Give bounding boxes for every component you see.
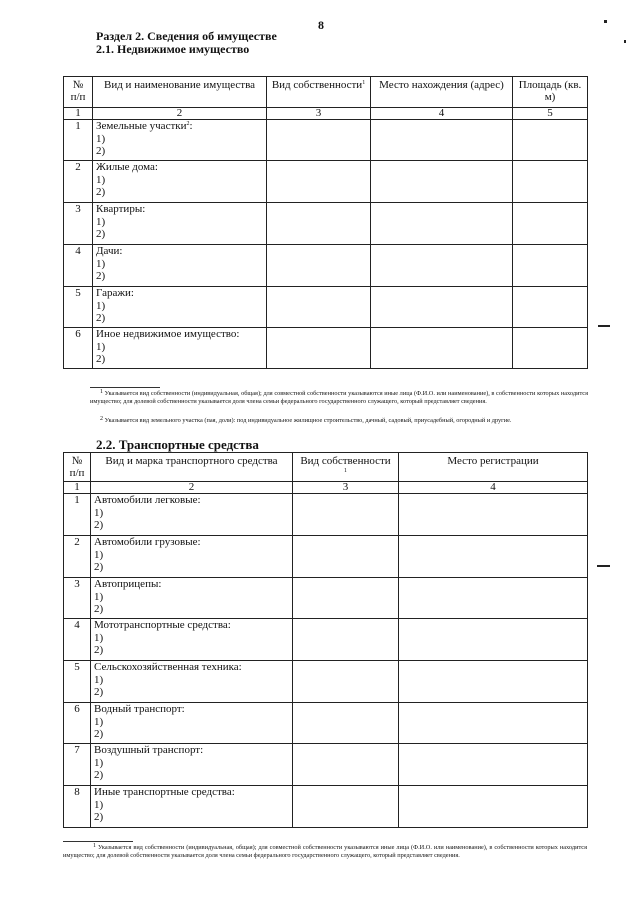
ownership-cell [293, 703, 399, 744]
row-number: 8 [64, 786, 91, 828]
row-number: 2 [64, 536, 91, 578]
row-number: 6 [64, 328, 93, 369]
vehicle-cell: Автомобили легковые: 1) 2) [91, 494, 293, 536]
real-estate-table [63, 76, 588, 369]
location-cell [371, 120, 513, 161]
header-area: Площадь (кв. м) [513, 77, 588, 108]
table-row [64, 661, 588, 703]
property-cell: Дачи: 1) 2) [93, 245, 267, 287]
ownership-cell [293, 619, 399, 661]
area-cell [513, 203, 588, 245]
ownership-cell [293, 578, 399, 619]
row-number: 4 [64, 245, 93, 287]
ownership-cell [293, 661, 399, 703]
vehicle-cell: Водный транспорт: 1) 2) [91, 703, 293, 744]
table-row [64, 203, 588, 245]
col-number: 2 [91, 482, 293, 494]
property-cell: Гаражи: 1) 2) [93, 287, 267, 328]
table-header-row [64, 453, 588, 482]
vehicle-cell: Воздушный транспорт: 1) 2) [91, 744, 293, 786]
registration-cell [399, 619, 588, 661]
table-row [64, 287, 588, 328]
subsection-vehicles-title: 2.2. Транспортные средства [96, 437, 259, 452]
ownership-cell [267, 287, 371, 328]
row-number: 1 [64, 120, 93, 161]
location-cell [371, 287, 513, 328]
col-number: 2 [93, 108, 267, 120]
area-cell [513, 120, 588, 161]
row-number: 4 [64, 619, 91, 661]
table-row [64, 744, 588, 786]
ownership-cell [267, 245, 371, 287]
scan-artifact-mark [604, 20, 607, 23]
footnote-divider [63, 841, 133, 842]
table-row [64, 703, 588, 744]
area-cell [513, 287, 588, 328]
property-cell: Квартиры: 1) 2) [93, 203, 267, 245]
location-cell [371, 161, 513, 203]
col-number: 3 [293, 482, 399, 494]
property-cell: Земельные участки$^2$: 1) 2) [93, 120, 267, 161]
col-number: 4 [371, 108, 513, 120]
ownership-cell [267, 203, 371, 245]
vehicle-cell: Автомобили грузовые: 1) 2) [91, 536, 293, 578]
registration-cell [399, 494, 588, 536]
row-number: 5 [64, 661, 91, 703]
property-cell: Иное недвижимое имущество: 1) 2) [93, 328, 267, 369]
row-number: 5 [64, 287, 93, 328]
header-registration: Место регистрации [399, 453, 588, 482]
location-cell [371, 245, 513, 287]
area-cell [513, 161, 588, 203]
header-ownership: Вид собственности $^1$ [293, 453, 399, 482]
footnote-ownership: $^1$ Указывается вид собственности (индивидуальная, общая); для совместной собственности указываются иные лица (Ф.И.О. или наименование), в собственности которых находится имущество; для долевой собственности указывается доля члена семьи федерального государственного служащего, который представляет сведения. [90, 389, 588, 406]
col-number: 1 [64, 108, 93, 120]
area-cell [513, 328, 588, 369]
table-header-row [64, 77, 588, 108]
col-number: 5 [513, 108, 588, 120]
footnote-ownership-vehicles: $^1$ Указывается вид собственности (индивидуальная, общая); для совместной собственности указываются иные лица (Ф.И.О. или наименование), в собственности которых находится имущество; для долевой собственности указывается доля члена семьи федерального государственного служащего, который представляет сведения. [63, 843, 587, 860]
ownership-cell [293, 744, 399, 786]
table-row [64, 245, 588, 287]
col-number: 1 [64, 482, 91, 494]
table-row [64, 161, 588, 203]
registration-cell [399, 786, 588, 828]
row-number: 2 [64, 161, 93, 203]
column-number-row [64, 108, 588, 120]
location-cell [371, 328, 513, 369]
registration-cell [399, 578, 588, 619]
vehicle-cell: Сельскохозяйственная техника: 1) 2) [91, 661, 293, 703]
table-row [64, 494, 588, 536]
table-row [64, 786, 588, 828]
scan-artifact-mark [597, 565, 610, 567]
vehicle-cell: Мототранспортные средства: 1) 2) [91, 619, 293, 661]
header-vehicle-name: Вид и марка транспортного средства [91, 453, 293, 482]
header-ownership: Вид собственности$^1$ [267, 77, 371, 108]
table-row [64, 619, 588, 661]
ownership-cell [267, 120, 371, 161]
ownership-cell [293, 494, 399, 536]
registration-cell [399, 744, 588, 786]
header-num: № п/п [64, 453, 91, 482]
ownership-cell [293, 786, 399, 828]
ownership-cell [267, 161, 371, 203]
ownership-cell [293, 536, 399, 578]
row-number: 1 [64, 494, 91, 536]
scan-artifact-mark [624, 40, 626, 43]
area-cell [513, 245, 588, 287]
vehicles-table [63, 452, 588, 828]
footnote-land-type: $^2$ Указывается вид земельного участка (пая, доли): под индивидуальное жилищное строительство, дачный, садовый, приусадебный, огородный и другие. [100, 416, 512, 424]
vehicle-cell: Автоприцепы: 1) 2) [91, 578, 293, 619]
subsection-real-estate-title: 2.1. Недвижимое имущество [96, 42, 250, 56]
table-row [64, 328, 588, 369]
property-cell: Жилые дома: 1) 2) [93, 161, 267, 203]
header-num: № п/п [64, 77, 93, 108]
registration-cell [399, 661, 588, 703]
header-location: Место нахождения (адрес) [371, 77, 513, 108]
page-number: 8 [318, 18, 324, 32]
location-cell [371, 203, 513, 245]
registration-cell [399, 536, 588, 578]
footnote-divider [90, 387, 160, 388]
col-number: 4 [399, 482, 588, 494]
registration-cell [399, 703, 588, 744]
row-number: 3 [64, 203, 93, 245]
row-number: 6 [64, 703, 91, 744]
col-number: 3 [267, 108, 371, 120]
scan-artifact-mark [598, 325, 610, 327]
column-number-row [64, 482, 588, 494]
table-row [64, 120, 588, 161]
table-row [64, 578, 588, 619]
section-title: Раздел 2. Сведения об имуществе [96, 29, 277, 43]
header-property-name: Вид и наименование имущества [93, 77, 267, 108]
row-number: 3 [64, 578, 91, 619]
ownership-cell [267, 328, 371, 369]
row-number: 7 [64, 744, 91, 786]
table-row [64, 536, 588, 578]
vehicle-cell: Иные транспортные средства: 1) 2) [91, 786, 293, 828]
